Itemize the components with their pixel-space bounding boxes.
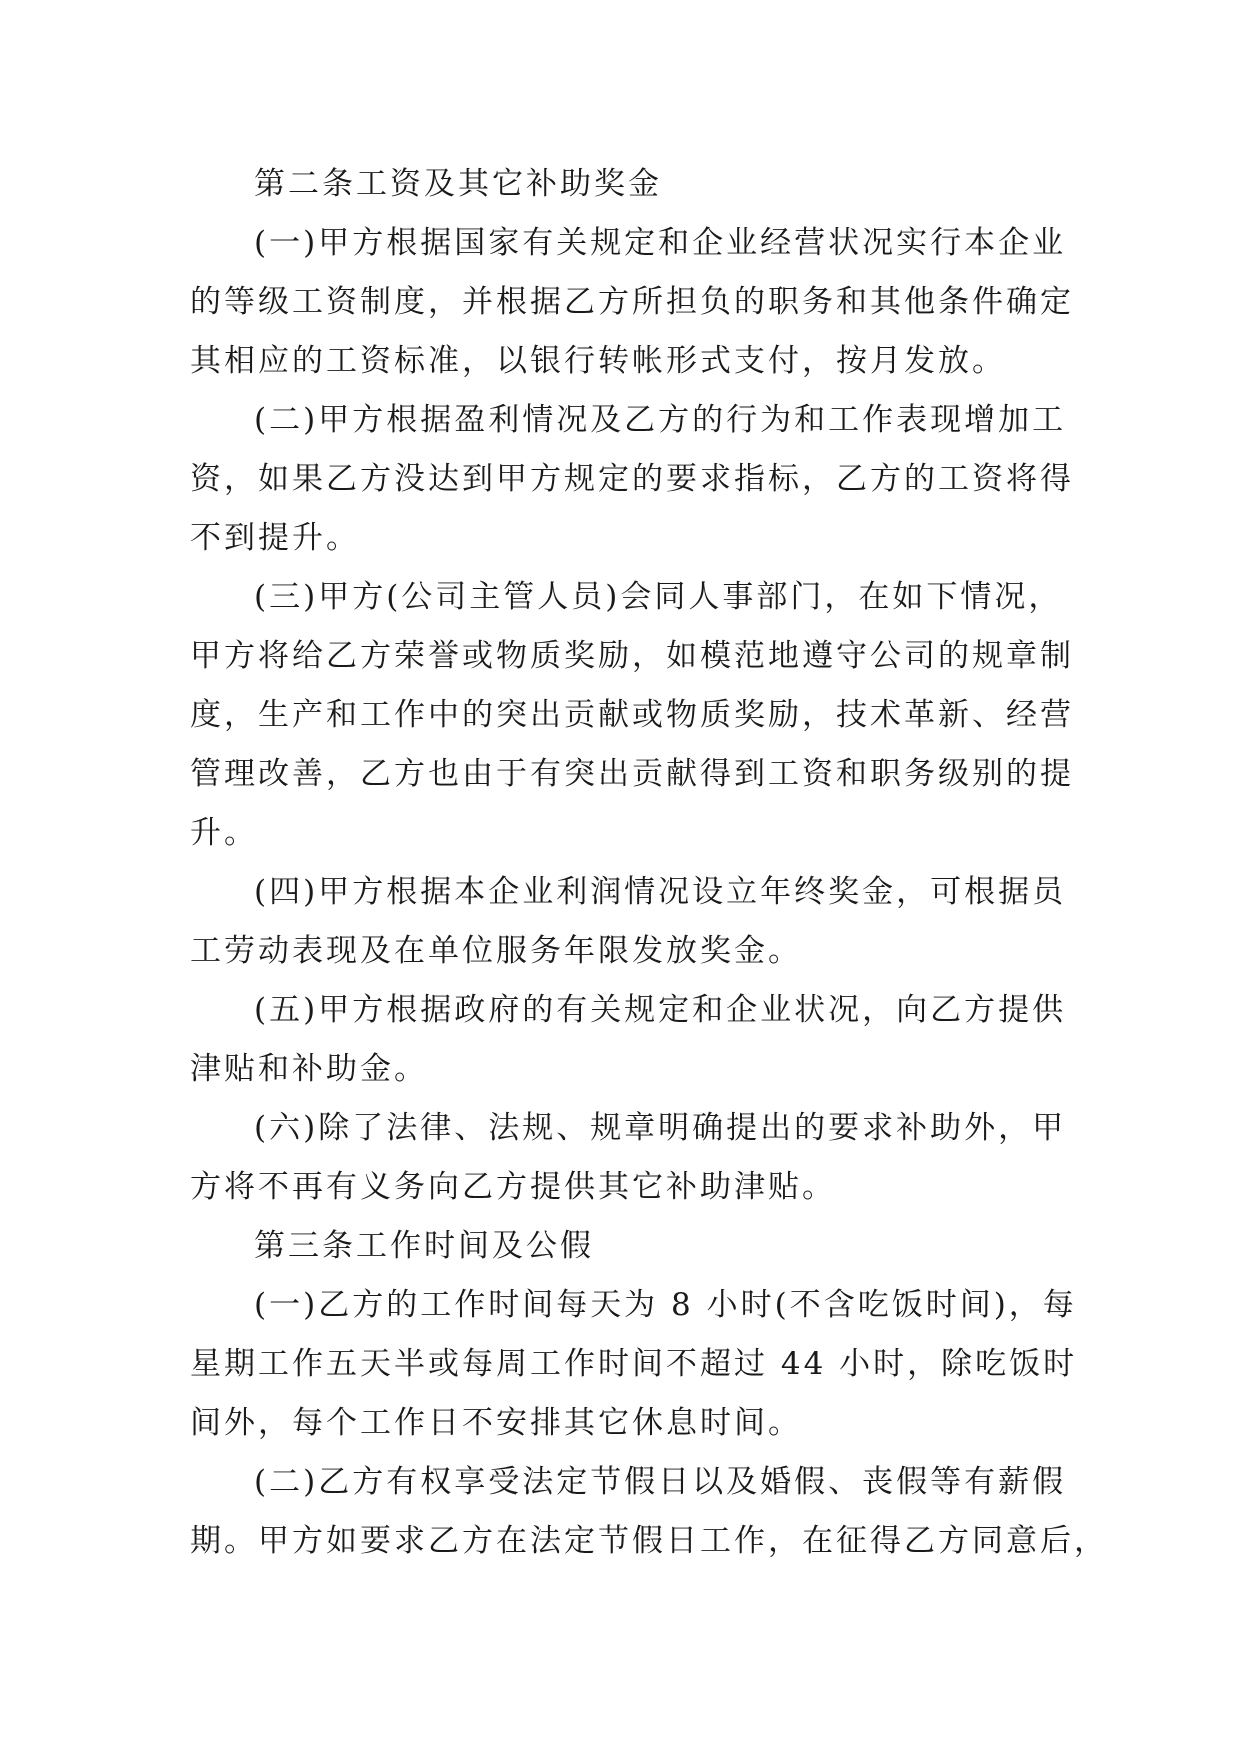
- paragraph-art3-p2: [190, 1453, 1108, 1571]
- paragraph-art3-p1: [190, 1276, 1078, 1453]
- paragraph-art2-p6: [190, 1099, 1067, 1217]
- text-line: 期。甲方如要求乙方在法定节假日工作，在征得乙方同意后，: [190, 1523, 1108, 1559]
- text-line: 方将不再有义务向乙方提供其它补助津贴。: [190, 1169, 836, 1205]
- text-line: 星期工作五天半或每周工作时间不超过 44 小时，除吃饭时: [190, 1346, 1078, 1382]
- text-line: (六)除了法律、法规、规章明确提出的要求补助外，甲: [254, 1110, 1067, 1146]
- text-line: 度，生产和工作中的突出贡献或物质奖励，技术革新、经营: [190, 697, 1074, 733]
- text-line: (一)甲方根据国家有关规定和企业经营状况实行本企业: [254, 225, 1067, 261]
- paragraph-art2-p1: [190, 214, 1074, 391]
- text-line: (四)甲方根据本企业利润情况设立年终奖金，可根据员: [254, 874, 1067, 910]
- article-2-heading: [190, 155, 1050, 214]
- text-line: (三)甲方(公司主管人员)会同人事部门，在如下情况，: [254, 579, 1063, 615]
- text-line: (五)甲方根据政府的有关规定和企业状况，向乙方提供: [254, 992, 1067, 1028]
- text-line: 津贴和补助金。: [190, 1051, 428, 1087]
- document-body: [190, 155, 1108, 1571]
- text-line: 管理改善，乙方也由于有突出贡献得到工资和职务级别的提: [190, 756, 1074, 792]
- text-line: (一)乙方的工作时间每天为 8 小时(不含吃饭时间)，每: [254, 1287, 1077, 1323]
- text-line: 甲方将给乙方荣誉或物质奖励，如模范地遵守公司的规章制: [190, 638, 1074, 674]
- text-line: (二)乙方有权享受法定节假日以及婚假、丧假等有薪假: [254, 1464, 1067, 1500]
- article-3-heading: [190, 1217, 1050, 1276]
- text-line: 资，如果乙方没达到甲方规定的要求指标，乙方的工资将得: [190, 461, 1074, 497]
- text-line: 间外，每个工作日不安排其它休息时间。: [190, 1405, 802, 1441]
- paragraph-art2-p4: [190, 863, 1067, 981]
- text-line: 的等级工资制度，并根据乙方所担负的职务和其他条件确定: [190, 284, 1074, 320]
- text-line: 第三条工作时间及公假: [254, 1228, 594, 1264]
- text-line: 工劳动表现及在单位服务年限发放奖金。: [190, 933, 802, 969]
- paragraph-art2-p5: [190, 981, 1067, 1099]
- paragraph-art2-p3: [190, 568, 1074, 863]
- text-line: (二)甲方根据盈利情况及乙方的行为和工作表现增加工: [254, 402, 1067, 438]
- text-line: 其相应的工资标准，以银行转帐形式支付，按月发放。: [190, 343, 1006, 379]
- text-line: 第二条工资及其它补助奖金: [254, 166, 662, 202]
- text-line: 升。: [190, 815, 258, 851]
- text-line: 不到提升。: [190, 520, 360, 556]
- paragraph-art2-p2: [190, 391, 1074, 568]
